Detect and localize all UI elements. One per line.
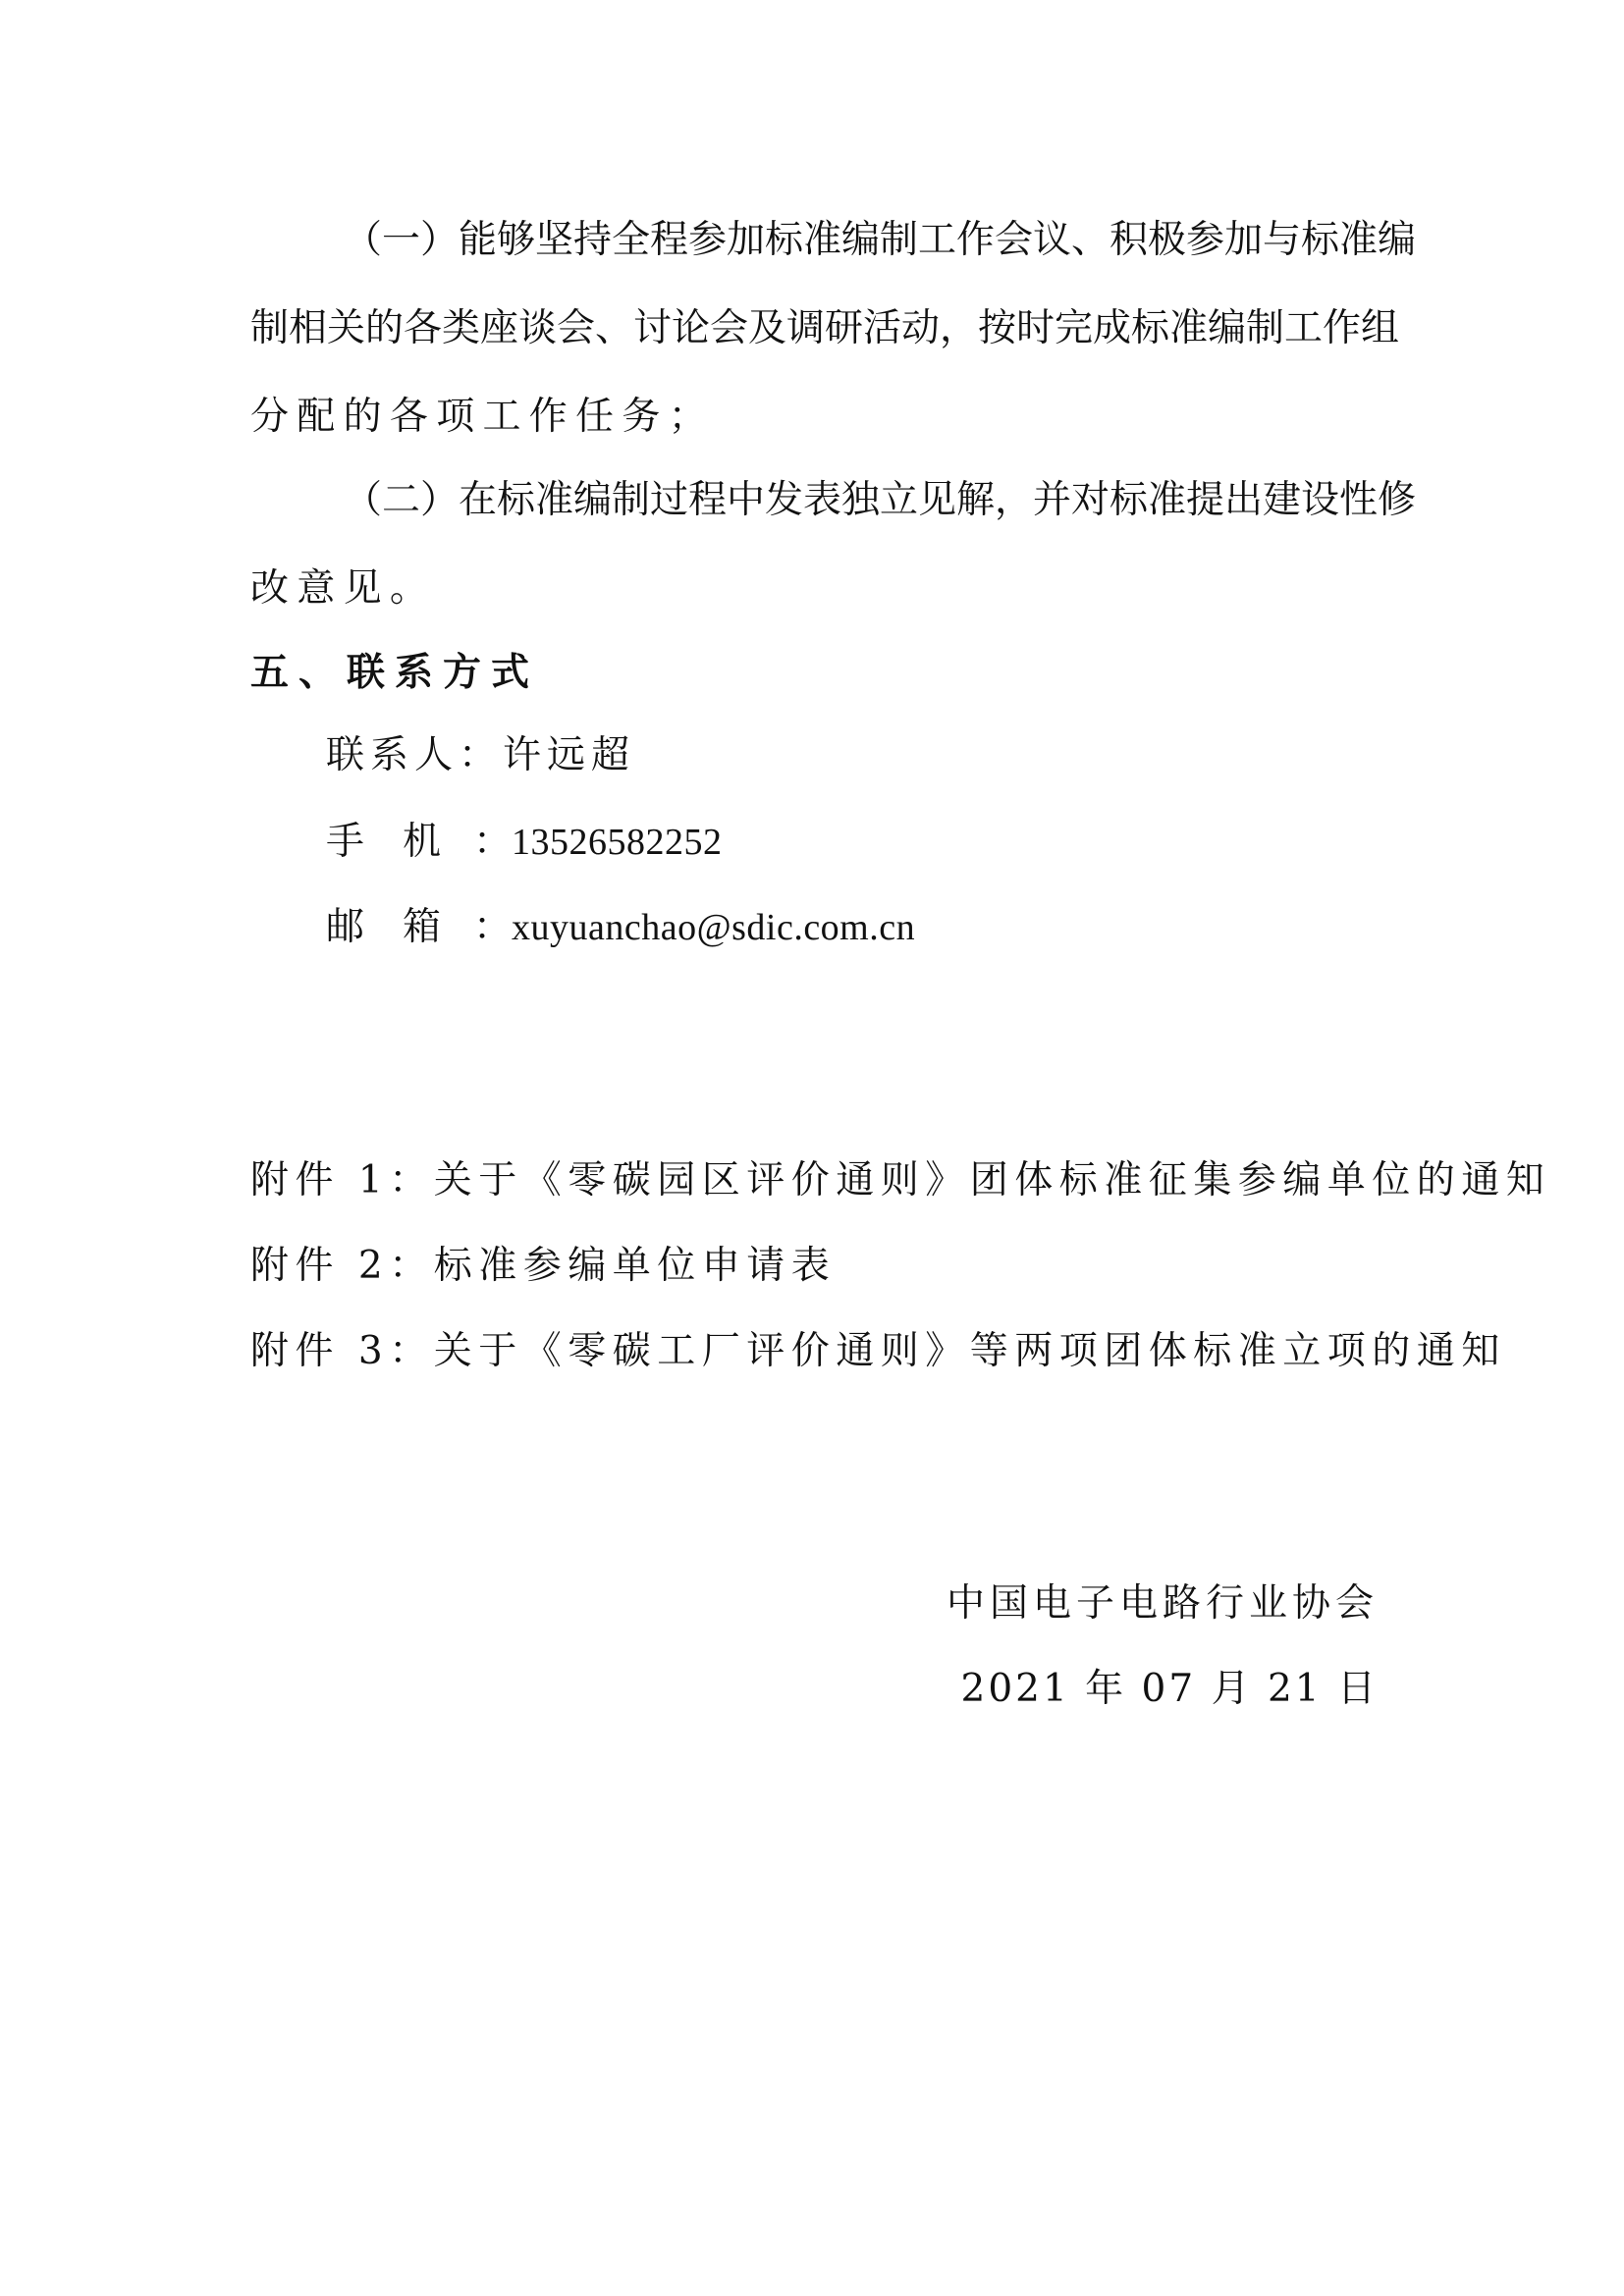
attachment-item-2 [250,1243,1380,1290]
attachment-title: 关于《零碳园区评价通则》团体标准征集参编单位的通知 [433,1158,1551,1202]
attachment-title: 关于《零碳工厂评价通则》等两项团体标准立项的通知 [433,1329,1506,1373]
attachment-item-3 [250,1328,1506,1375]
requirement-item-1-line-3: 分配的各项工作任务； [250,395,716,439]
attachment-title: 标准参编单位申请表 [433,1244,837,1288]
attachment-item-1 [250,1157,1551,1204]
contact-phone-colon: ： [473,820,513,864]
contact-email-label: 邮 箱 [326,905,442,949]
contact-person-label: 联系人： [326,733,504,777]
requirement-item-2-line-2: 改意见。 [250,566,437,611]
attachment-label: 附件 2： [250,1244,434,1288]
contact-phone-value: 13526582252 [512,822,723,863]
attachment-label: 附件 1： [250,1158,434,1202]
requirement-item-2-line-1: （二）在标准编制过程中发表独立见解，并对标准提出建设性修 [344,478,1417,522]
contact-phone-row [326,819,1362,866]
signature-date: 2021 年 07 月 21 日 [960,1667,1379,1711]
contact-phone-label: 手 机 [326,820,442,864]
contact-section-heading: 五、联系方式 [250,651,540,695]
attachment-label: 附件 3： [250,1329,434,1373]
contact-email-row [326,904,1362,951]
signature-organization: 中国电子电路行业协会 [946,1581,1379,1626]
contact-person-value: 许远超 [503,733,636,777]
requirement-item-1-line-2: 制相关的各类座谈会、讨论会及调研活动，按时完成标准编制工作组 [250,306,1400,350]
contact-email-value[interactable]: xuyuanchao@sdic.com.cn [512,907,916,948]
contact-email-colon: ： [473,905,513,949]
contact-person-row [326,732,1362,779]
requirement-item-1-line-1: （一）能够坚持全程参加标准编制工作会议、积极参加与标准编 [344,218,1417,262]
